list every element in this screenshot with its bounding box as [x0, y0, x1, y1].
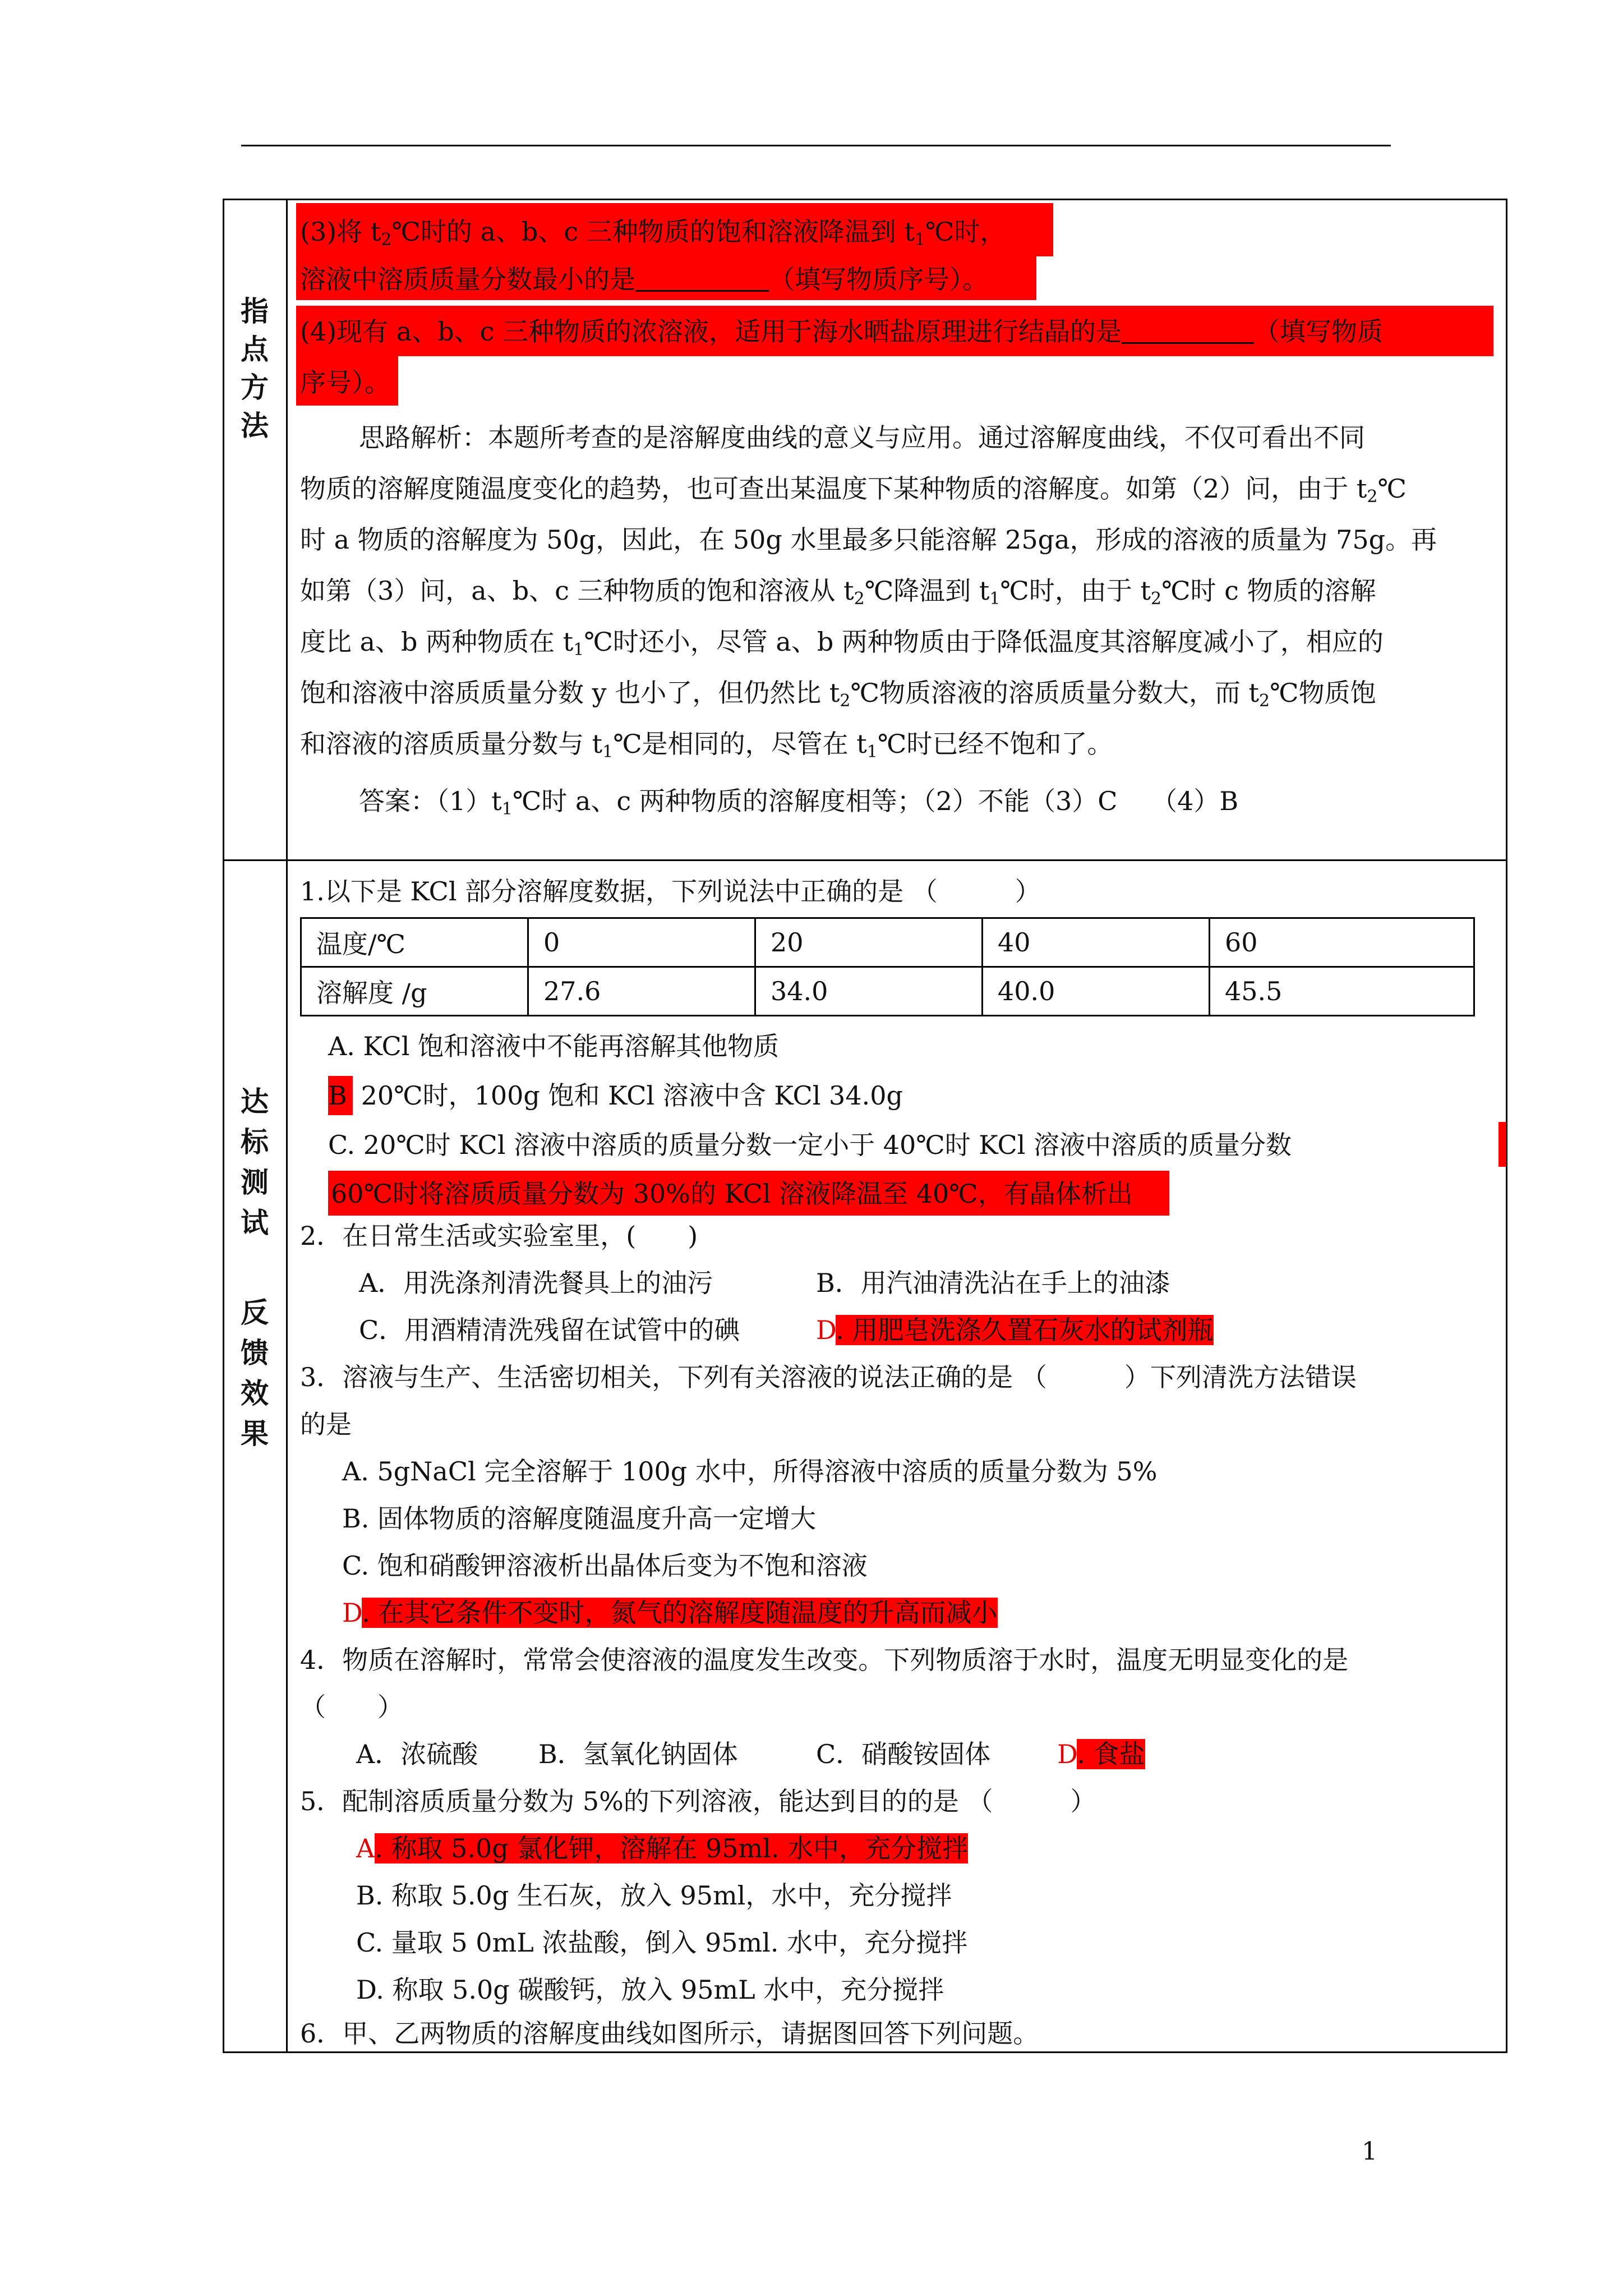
- subscript: 1: [602, 742, 614, 762]
- side-char: 标: [241, 1126, 269, 1158]
- question-6-stem: 6．甲、乙两物质的溶解度曲线如图所示，请据图回答下列问题。: [300, 2018, 1039, 2049]
- text: ℃时 c 物质的溶解: [1161, 576, 1376, 606]
- text: 如第（3）问，a、b、c 三种物质的饱和溶液从 t: [300, 576, 854, 606]
- question-3-stem: 的是: [300, 1409, 352, 1439]
- text: 答案：（1）t: [359, 786, 502, 816]
- page-number: 1: [1362, 2137, 1377, 2166]
- text: 物质的溶解度随温度变化的趋势，也可查出某温度下某种物质的溶解度。如第（2）问，由于 t: [300, 473, 1367, 504]
- text: （填写物质序号）。: [769, 264, 988, 295]
- question-4-option-c: C．硝酸铵固体: [816, 1739, 991, 1769]
- header-rule: [241, 145, 1391, 146]
- question-1-option-d: 60℃时将溶质质量分数为 30%的 KCl 溶液降温至 40℃，有晶体析出: [331, 1179, 1133, 1209]
- analysis-line: [300, 622, 1384, 661]
- table-cell: 温度/℃: [301, 918, 528, 967]
- subscript: 1: [989, 589, 1000, 609]
- side-char: 馈: [241, 1337, 269, 1369]
- subscript: 1: [573, 640, 584, 660]
- question-2-stem: 2．在日常生活或实验室里，( ): [300, 1221, 698, 1251]
- text: ℃时的 a、b、c 三种物质的饱和溶液降温到 t: [391, 217, 915, 247]
- side-char: 指: [241, 295, 269, 328]
- analysis-line: 时 a 物质的溶解度为 50g，因此，在 50g 水里最多只能溶解 25ga，形成的溶液的质量为 75g。再: [300, 524, 1437, 555]
- text: ℃时 a、c 两种物质的溶解度相等；（2）不能（3）C （4）B: [512, 786, 1239, 816]
- analysis-line: [300, 673, 1376, 712]
- text: ℃时，: [925, 217, 1006, 247]
- question-3-option-c: C. 饱和硝酸钾溶液析出晶体后变为不饱和溶液: [342, 1550, 868, 1581]
- answer-letter: D: [1057, 1739, 1077, 1769]
- subscript: 1: [866, 742, 878, 762]
- subscript: 1: [914, 230, 925, 250]
- table-row: [301, 967, 1474, 1016]
- text: B: [328, 1080, 347, 1111]
- analysis-line: [300, 724, 1113, 763]
- text: 和溶液的溶质质量分数与 t: [300, 729, 603, 759]
- text: ℃物质溶液的溶质质量分数大，而 t: [850, 678, 1260, 708]
- question-4-line-2: 序号）。: [300, 367, 390, 398]
- question-3-stem: 3．溶液与生产、生活密切相关，下列有关溶液的说法正确的是 （ ）下列清洗方法错误: [300, 1362, 1357, 1392]
- table-row: [301, 918, 1474, 967]
- table-cell: 27.6: [528, 967, 755, 1016]
- table-cell: 34.0: [755, 967, 983, 1016]
- subscript: 2: [854, 589, 865, 609]
- table-cell: 溶解度 /g: [301, 967, 528, 1016]
- question-1-option-b: [328, 1076, 903, 1115]
- text: ℃物质饱: [1270, 678, 1376, 708]
- side-char: 方: [241, 371, 269, 404]
- side-char: 试: [241, 1207, 269, 1239]
- table-cell: 60: [1210, 918, 1474, 967]
- question-4-stem: 4．物质在溶解时，常常会使溶液的温度发生改变。下列物质溶于水时，温度无明显变化的是: [300, 1645, 1349, 1675]
- text: 溶液中溶质质量分数最小的是: [300, 264, 635, 295]
- question-3-line-1: [300, 212, 1006, 251]
- subscript: 2: [1259, 691, 1270, 711]
- side-char: 法: [241, 409, 269, 442]
- text: ℃时还小，尽管 a、b 两种物质由于降低温度其溶解度减小了，相应的: [584, 627, 1384, 657]
- question-2-option-a: A．用洗涤剂清洗餐具上的油污: [359, 1268, 713, 1298]
- analysis-line: [300, 469, 1407, 508]
- side-char: 点: [241, 333, 269, 366]
- margin-highlight-mark: [1498, 1122, 1506, 1167]
- answer-blank[interactable]: [635, 268, 769, 292]
- question-5-stem: 5．配制溶质质量分数为 5%的下列溶液，能达到目的的是 （ ）: [300, 1786, 1096, 1816]
- subscript: 2: [1367, 487, 1378, 507]
- text: 度比 a、b 两种物质在 t: [300, 627, 574, 657]
- analysis-line: 思路解析：本题所考查的是溶解度曲线的意义与应用。通过溶解度曲线，不仅可看出不同: [359, 422, 1365, 453]
- question-3-option-d: [342, 1593, 998, 1632]
- question-1-stem: 1.以下是 KCl 部分溶解度数据，下列说法中正确的是 （ ）: [300, 876, 1041, 907]
- row-divider: [223, 859, 1507, 861]
- table-cell: 0: [528, 918, 755, 967]
- answer-letter-highlight: [328, 1076, 353, 1115]
- answer-highlight: . 食盐: [1077, 1739, 1145, 1769]
- table-cell: 20: [755, 918, 983, 967]
- question-3-option-b: B. 固体物质的溶解度随温度升高一定增大: [342, 1503, 817, 1534]
- question-5-option-b: B. 称取 5.0g 生石灰，放入 95ml，水中，充分搅拌: [356, 1880, 952, 1911]
- answer-highlight: . 在其它条件不变时，氮气的溶解度随温度的升高而减小: [362, 1598, 998, 1628]
- table-cell: 40: [983, 918, 1210, 967]
- answer-highlight: . 用肥皂洗涤久置石灰水的试剂瓶: [836, 1315, 1214, 1345]
- text: ℃: [1377, 473, 1407, 504]
- text: 饱和溶液中溶质质量分数 y 也小了，但仍然比 t: [300, 678, 840, 708]
- question-1-option-c: C. 20℃时 KCl 溶液中溶质的质量分数一定小于 40℃时 KCl 溶液中溶质的质量分数: [328, 1130, 1292, 1160]
- question-4-option-b: B．氢氧化钠固体: [538, 1739, 738, 1769]
- question-5-option-c: C. 量取 5 0mL 浓盐酸，倒入 95ml. 水中，充分搅拌: [356, 1927, 968, 1958]
- subscript: 2: [381, 230, 392, 250]
- answer-letter: A: [356, 1833, 375, 1864]
- text: 20℃时，100g 饱和 KCl 溶液中含 KCl 34.0g: [353, 1080, 903, 1111]
- side-char: 果: [241, 1418, 269, 1450]
- question-4-line-1: [300, 312, 1383, 351]
- subscript: 2: [840, 691, 851, 711]
- side-char: 达: [241, 1085, 269, 1118]
- question-4-option-d: [1057, 1734, 1145, 1774]
- side-char: 测: [241, 1166, 269, 1199]
- answer-letter: D: [816, 1315, 836, 1345]
- text: （填写物质: [1254, 316, 1384, 347]
- subscript: 2: [1150, 589, 1162, 609]
- question-1-option-a: A. KCl 饱和溶液中不能再溶解其他物质: [328, 1031, 780, 1061]
- question-3-option-a: A. 5gNaCl 完全溶解于 100g 水中，所得溶液中溶质的质量分数为 5%: [342, 1456, 1158, 1487]
- text: (4)现有 a、b、c 三种物质的浓溶液，适用于海水晒盐原理进行结晶的是: [300, 316, 1122, 347]
- side-char: 反: [241, 1296, 269, 1329]
- text: ℃是相同的，尽管在 t: [613, 729, 867, 759]
- question-2-option-d: [816, 1310, 1214, 1350]
- analysis-line: [300, 571, 1376, 610]
- question-4-option-a: A．浓硫酸: [356, 1739, 478, 1769]
- subscript: 1: [501, 799, 513, 819]
- question-3-line-2: [300, 260, 988, 299]
- question-5-option-a: [356, 1829, 968, 1868]
- text: ℃时，由于 t: [1000, 576, 1151, 606]
- side-char: 效: [241, 1377, 269, 1410]
- question-2-option-b: B．用汽油清洗沾在手上的油漆: [816, 1268, 1170, 1298]
- question-4-stem: （ ）: [300, 1692, 403, 1722]
- answer-blank[interactable]: [1122, 320, 1254, 344]
- answer-letter: D: [342, 1598, 362, 1628]
- text: (3)将 t: [300, 217, 381, 247]
- answer-line: [359, 781, 1238, 821]
- column-divider: [286, 199, 288, 2053]
- table-cell: 40.0: [983, 967, 1210, 1016]
- text: ℃降温到 t: [864, 576, 990, 606]
- kcl-solubility-table: [300, 917, 1475, 1016]
- text: ℃时已经不饱和了。: [877, 729, 1113, 759]
- question-2-option-c: C．用酒精清洗残留在试管中的碘: [359, 1315, 740, 1345]
- table-cell: 45.5: [1210, 967, 1474, 1016]
- answer-highlight: . 称取 5.0g 氯化钾，溶解在 95ml. 水中，充分搅拌: [375, 1833, 969, 1864]
- question-5-option-d: D. 称取 5.0g 碳酸钙，放入 95mL 水中，充分搅拌: [356, 1975, 944, 2005]
